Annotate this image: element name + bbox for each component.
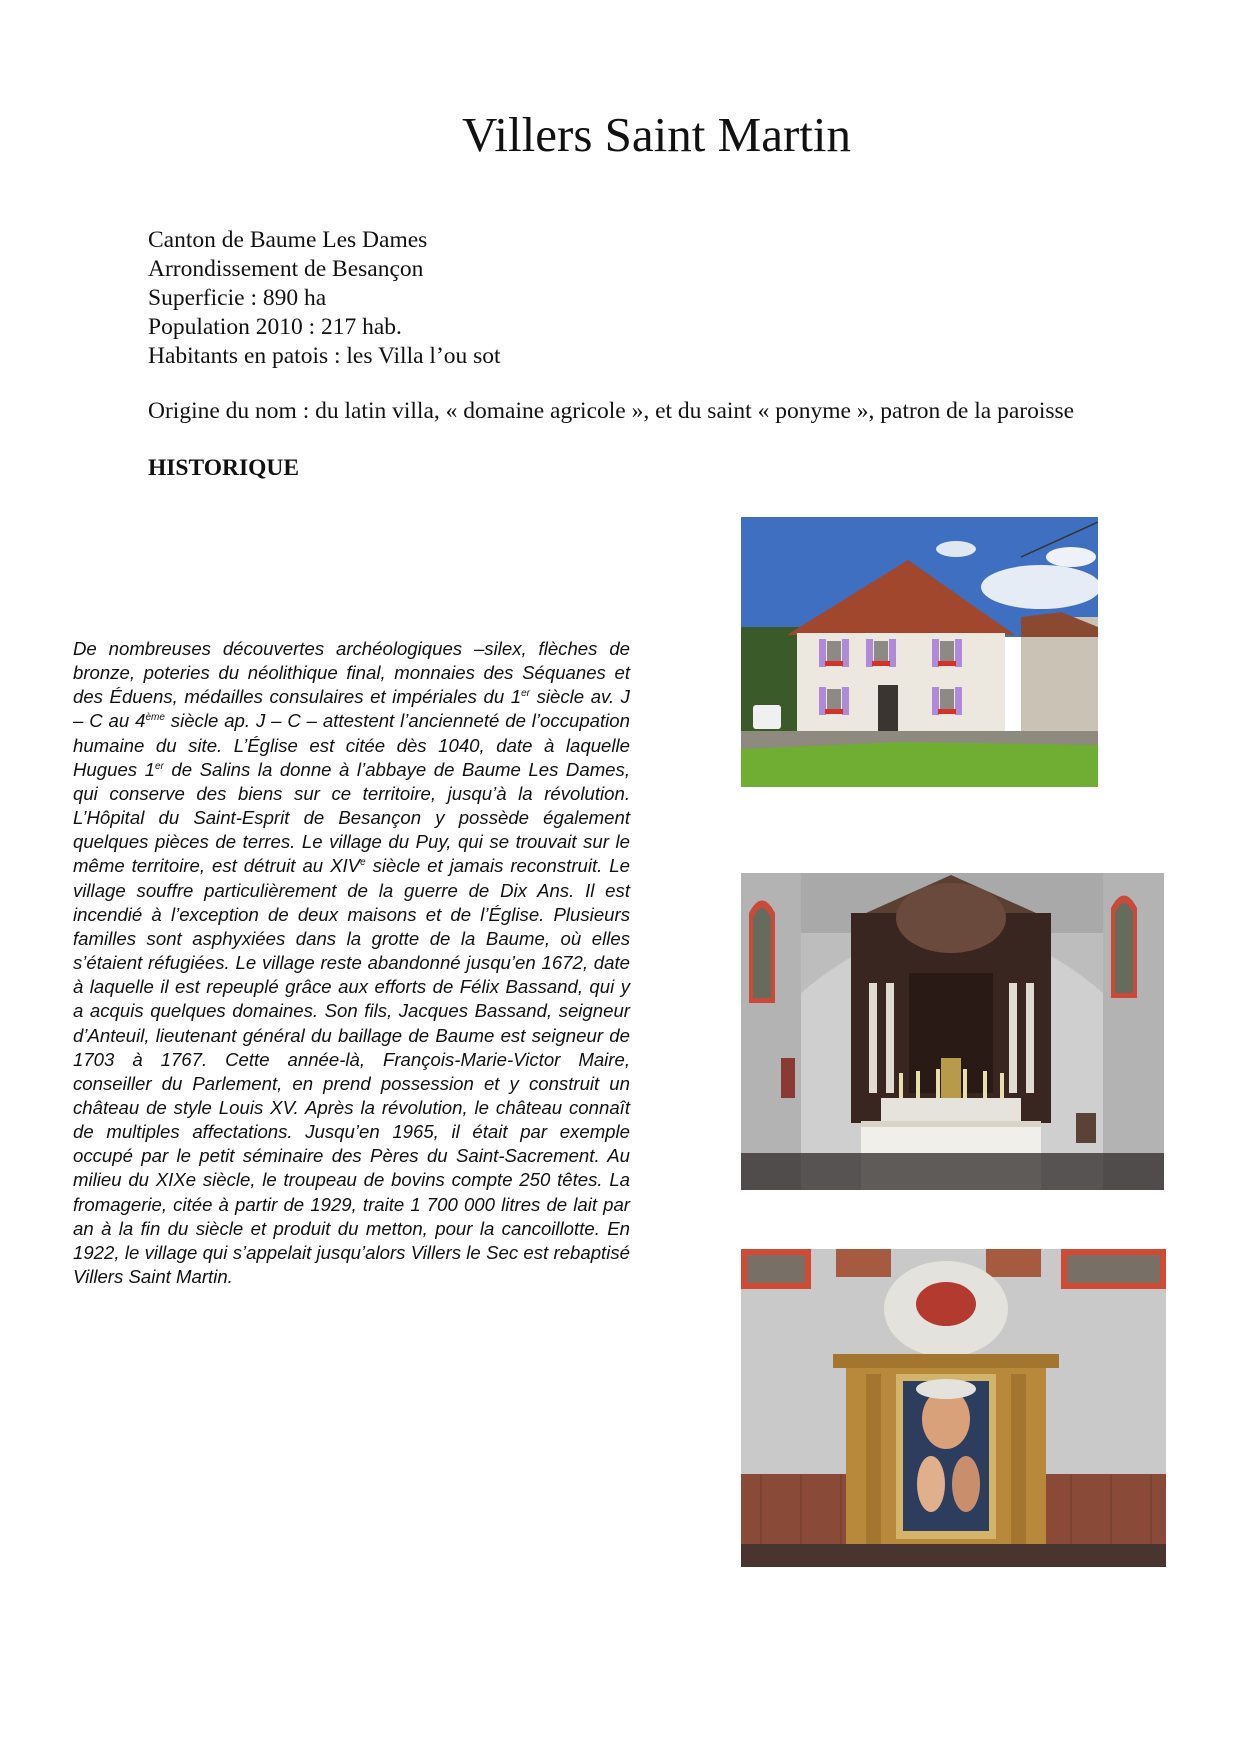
info-arrondissement: Arrondissement de Besançon: [148, 256, 424, 282]
commune-info-list: [148, 226, 501, 371]
name-origin: Origine du nom : du latin villa, « domaine agricole », et du saint « ponyme », patron de la paroisse: [148, 398, 1075, 424]
town-hall-photo: [741, 517, 1098, 787]
history-text-1: De nombreuses découvertes archéologiques –silex, flèches de bronze, poteries du néolithique final, monnaies des Séquanes et des Éduens, médailles consulaires et impériales du 1: [73, 638, 630, 708]
history-text-3: siècle ap. J – C – attestent l’ancienneté de l’occupation humaine du site. L’Église est citée dès 1040, date à laquelle Hugues 1: [73, 710, 630, 780]
history-text-5: siècle et jamais reconstruit. Le village souffre particulièrement de la guerre de Dix Ans. Il est incendié à l’exception de deux maisons et de l’Église. Plusieurs familles sont asphyxiées dans la grotte de la Baume, où elles s’étaient réfugiées. Le village reste abandonné jusqu’en 1672, date à laquelle il est repeuplé grâce aux efforts de Félix Bassand, qui y a acquis quelques domaines. Son fils, Jacques Bassand, seigneur d’Anteuil, lieutenant général du baillage de Baume est seigneur de 1703 à 1767. Cette année-là, François-Marie-Victor Maire, conseiller du Parlement, en prend possession et y construit un château de style Louis XV. Après la révolution, le château connaît de multiples affectations. Jusqu’en 1965, il était par exemple occupé par le petit séminaire des Pères du Saint-Sacrement. Au milieu du XIXe siècle, le troupeau de bovins compte 250 têtes. La fromagerie, citée à partir de 1929, traite 1 700 000 litres de lait par an à la fin du siècle et produit du metton, pour la cancoillotte. En 1922, le village qui s’appelait jusqu’alors Villers le Sec est rebaptisé Villers Saint Martin.: [73, 855, 630, 1288]
page-title: Villers Saint Martin: [461, 107, 851, 162]
history-text-4: de Salins la donne à l’abbaye de Baume Les Dames, qui conserve des biens sur ce territoire, jusqu’à la révolution. L’Hôpital du Saint-Esprit de Besançon y possède également quelques pièces de terres. Le village du Puy, qui se trouvait sur le même territoire, est détruit au XIV: [73, 758, 630, 877]
history-sup-1: er: [521, 688, 530, 700]
section-heading-historique: HISTORIQUE: [148, 455, 300, 481]
info-habitants-patois: Habitants en patois : les Villa l’ou sot: [148, 343, 501, 369]
info-superficie: Superficie : 890 ha: [148, 285, 327, 311]
history-text-2: siècle av. J – C au 4: [73, 686, 630, 732]
history-sup-4: e: [360, 857, 366, 869]
side-altar-photo: [741, 1249, 1166, 1567]
history-paragraph: [73, 637, 630, 1289]
history-sup-3: er: [154, 760, 164, 772]
church-altar-photo: [741, 873, 1164, 1190]
info-population: Population 2010 : 217 hab.: [148, 314, 402, 340]
info-canton: Canton de Baume Les Dames: [148, 227, 428, 253]
history-sup-2: ème: [145, 712, 165, 724]
